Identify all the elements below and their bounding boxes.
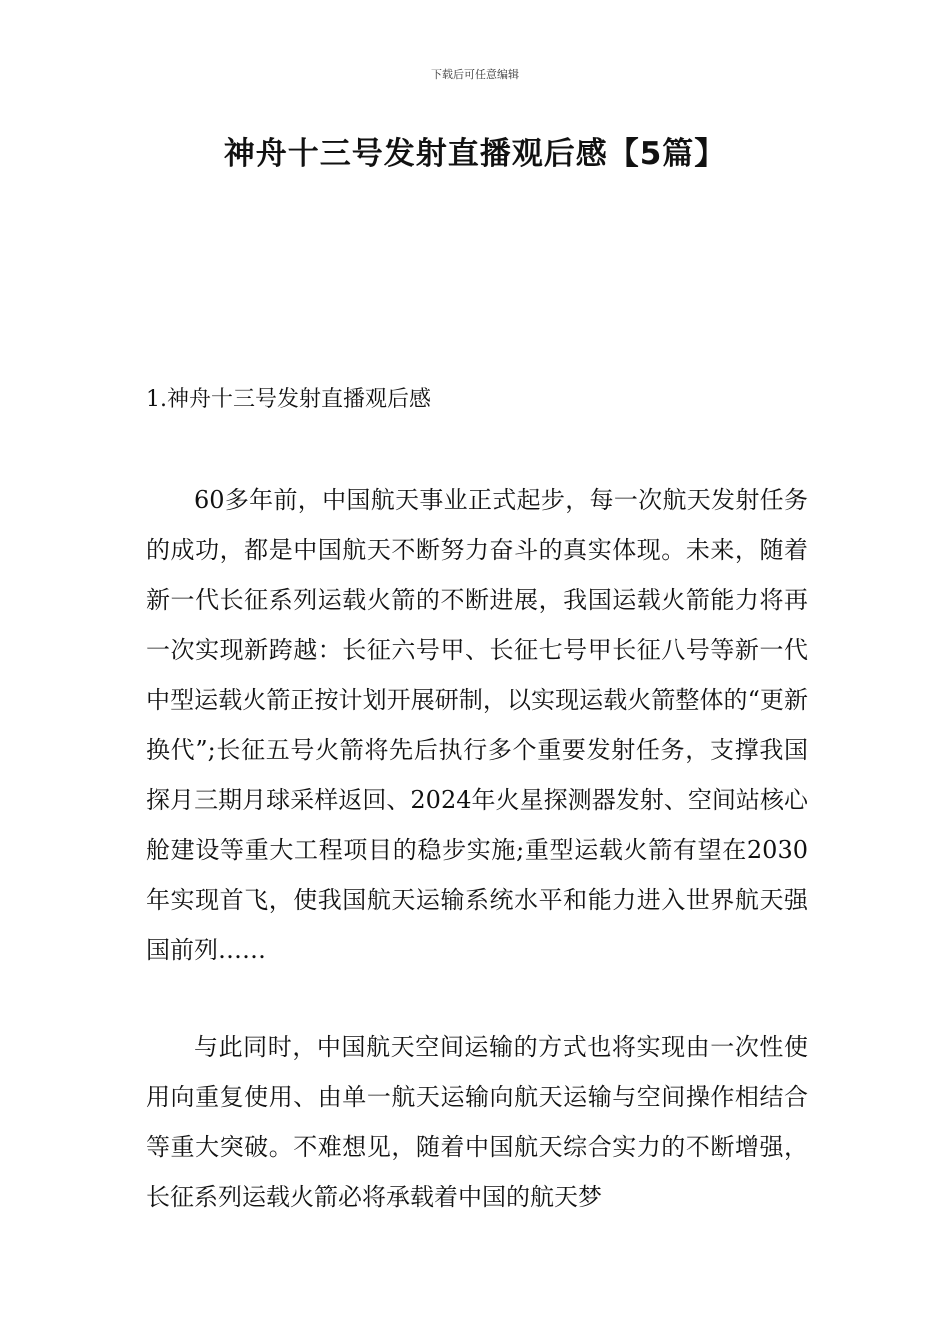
body-paragraph-2: 与此同时，中国航天空间运输的方式也将实现由一次性使用向重复使用、由单一航天运输向航天运输与空间操作相结合等重大突破。不难想见，随着中国航天综合实力的不断增强，长征系列运载火箭必将承载着中国的航天梦 [146,1033,808,1211]
body-paragraph-1: 60多年前，中国航天事业正式起步，每一次航天发射任务的成功，都是中国航天不断努力奋斗的真实体现。未来，随着新一代长征系列运载火箭的不断进展，我国运载火箭能力将再一次实现新跨越：长征六号甲、长征七号甲长征八号等新一代中型运载火箭正按计划开展研制，以实现运载火箭整体的“更新换代”;长征五号火箭将先后执行多个重要发射任务，支撑我国探月三期月球采样返回、2024年火星探测器发射、空间站核心舱建设等重大工程项目的稳步实施;重型运载火箭有望在2030年实现首飞，使我国航天运输系统水平和能力进入世界航天强国前列…… [146,486,808,964]
document-title: 神舟十三号发射直播观后感【5篇】 [223,136,727,172]
header-note: 下载后可任意编辑 [431,68,519,81]
section-heading: 1.神舟十三号发射直播观后感 [146,387,431,412]
